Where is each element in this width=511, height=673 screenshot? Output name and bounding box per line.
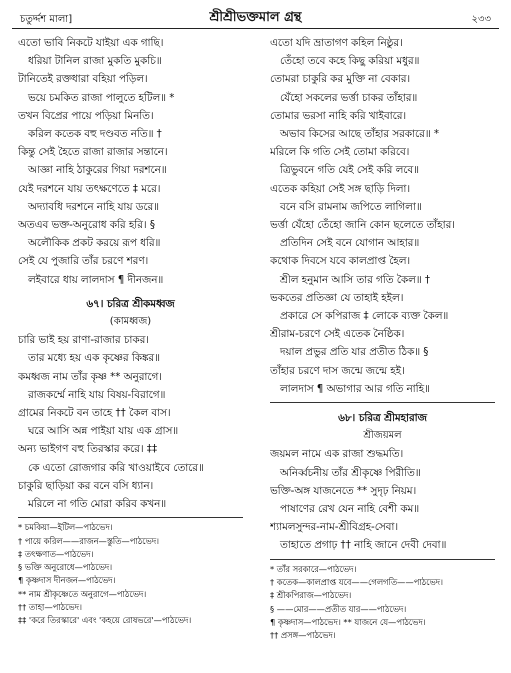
footnote-divider [18,517,243,518]
footnote-line: ‡ তৎক্ষণাত—পাঠভেদ। [18,548,94,559]
verse-line: এতেক কহিয়া সেই সঙ্গ ছাড়ি দিলা। [270,182,411,195]
chapter-heading [18,295,243,331]
verse-line: করিল কতেক বহু দণ্ডবত নতি॥ † [28,128,162,141]
verse-line: পাষাণের রেখ যেন নাহি বেশী কম॥ [280,503,420,516]
verse-line: টানিতেই রক্তধারা বহিয়া পড়িল। [18,73,148,86]
verse-block [18,331,243,513]
verse-line: সেই যে পুজারি তাঁর চরণে শরণ। [18,255,149,268]
verse-line: অভাব কিসের আছে তাঁহার সরকারে॥ * [280,128,440,141]
footnote-line: * তাঁর সরকারে—পাঠভেদ। [270,563,357,574]
verse-block [270,445,495,554]
verse-line: এতো যদি ভ্রাতাগণ কহিল নিষ্ঠুর। [270,37,403,49]
verse-line: ধরিয়া টানিল রাজা মুকতি মুকচি॥ [28,55,162,68]
chapter-title: ৬৮। চরিত্র শ্রীমহারাজ [338,412,427,425]
verse-line: এতো ভাবি নিকটে যাইয়া এক গাছি। [18,37,164,49]
verse-line: ঘরে আসি অন্ন পাইয়া যায় এক গ্রাস॥ [28,425,179,438]
verse-line: তাঁহার চরণে দাস জন্মে জন্মে হই। [270,364,405,377]
verse-line: তোমার ভরসা নাহি করি খাইবারে। [270,109,407,122]
verse-line: প্রতিদিন সেই বনে যোগান আহার॥ [280,237,420,250]
verse-block [18,34,243,289]
verse-line: অতএব ভক্ত-অনুরোধ করি হরি। § [18,219,155,232]
verse-line: কিন্তু সেই হৈতে রাজা রাজার সন্তানে। [18,146,168,159]
chapter-heading [270,409,495,445]
footnote-divider [270,559,495,560]
verse-line: শ্রীরাম-চরণে সেই এতেক নৈষ্ঠিক। [270,328,405,341]
footnotes [18,521,243,627]
footnote-line: ‡ শ্রীকপিরাজ—পাঠভেদ। [270,590,352,601]
verse-line: তখন বিপ্রের পায়ে পড়িয়া মিনতি। [18,109,154,122]
chapter-title: ৬৭। চরিত্র শ্রীকমধ্বজ [86,297,175,310]
verse-line: লইবারে ধায় লালদাস ¶ দীনজন॥ [28,273,164,286]
verse-line: অনির্ব্বচনীয় তাঁর শ্রীকৃষ্ণে পিরীতি॥ [280,466,421,479]
footnote-line: ** নাম শ্রীকৃষ্ণেতে অনুরাগে—পাঠভেদ। [18,588,147,599]
footnote-line: †† তাহা—পাঠভেদ। [18,602,82,613]
verse-line: ভক্তি-অঙ্গ যাজনেতে ** সুদৃঢ় নিয়ম। [270,484,417,497]
footnotes [270,563,495,643]
footnote-line: † পায়ে করিল——রাজন—স্তুতি—পাঠভেদ। [18,535,160,546]
right-column [270,34,495,642]
verse-line: অদ্যাবধি দরশনে নাহি যায় ডরে॥ [28,200,159,213]
verse-line: শ্রীল হনুমান আসি তার গতি কৈল॥ † [280,273,430,286]
verse-line: ভয়ে চমকিত রাজা পালুতে হটিল॥ * [28,91,175,104]
page-number: ২৩৩ [471,14,491,25]
verse-line: কে এতো রোজগার করি খাওয়াইবে তোরে॥ [28,461,204,474]
footnote-line: § ভক্তি অনুরোধে—পাঠভেদ। [18,562,113,573]
verse-line: লালদাস ¶ অভাগার আর গতি নাহি॥ [280,382,430,395]
verse-line: প্রকারে সে কপিরাজ ‡ লোকে ব্যক্ত কৈল॥ [280,310,449,323]
chapter-subtitle: শ্রীজয়মল [363,430,402,442]
footnote-line: †† প্রসঙ্গ—পাঠভেদ। [270,630,336,641]
verse-line: কমধ্বজ নাম তাঁর কৃষ্ণ ** অনুরাগে। [18,370,162,383]
page-header [12,6,499,28]
verse-block [270,34,495,398]
left-column [18,34,243,628]
verse-line: যেই দরশনে যায় তৎক্ষণেতে ‡ মরে। [18,182,161,195]
running-head-title: শ্রীশ্রীভক্তমাল গ্রন্থ [209,10,302,25]
verse-line: মরিলে না গতি মোরা করিব কখন॥ [28,498,167,511]
verse-line: অন্য ভাইগণ বহু তিরস্কার করে। ‡‡ [18,443,158,456]
footnote-line: ¶ কৃষ্ণদাস দীনজন—পাঠভেদ। [18,575,116,586]
verse-line: চাকুরি ছাড়িয়া কর বনে বসি ধ্যান। [18,479,154,492]
verse-line: রাজকর্ম্মে নাহি যায় বিষয়-বিরাগে॥ [28,388,166,401]
verse-line: ভকতের প্রতিজ্ঞা যে তাহাই হইল। [270,291,404,304]
verse-line: শ্যামলসুন্দর-নাম-শ্রীবিগ্রহ-সেবা। [270,521,399,534]
verse-line: অলৌকিক প্রকট করয়ে রূপ ধরি॥ [28,237,161,250]
verse-line: চারি ভাই হয় রাণা-রাজার চাকর। [18,334,149,347]
section-divider [270,402,495,403]
running-head-left: চতুর্দ্দশ মালা] [20,14,73,25]
verse-line: ভর্ত্তা যেঁহো তেঁহো জানি কোন ছলেতে তাঁহার। [270,219,455,232]
chapter-subtitle: (কামধ্বজ) [109,316,152,328]
verse-line: বনে বসি রামনাম জপিতে লাগিলা॥ [280,200,422,213]
verse-line: মরিলে কি গতি সেই তোমা করিবে। [270,146,410,159]
verse-line: জয়মল নামে এক রাজা শুদ্ধমতি। [270,448,404,461]
footnote-line: † কতেক—কালপ্রাপ্ত যবে——গেলগতি——পাঠভেদ। [270,576,443,587]
verse-line: দয়াল প্রভুর প্রতি যার প্রতীত ঠিক॥ § [280,346,429,359]
verse-line: ত্রিভুবনে গতি যেই সেই করি লবে॥ [280,164,419,177]
verse-line: তেঁহো তবে কহে কিছু করিয়া মধুর॥ [280,55,420,68]
header-rule [12,28,499,29]
footnote-line: * চমকিয়া—ইটিল—পাঠভেদ। [18,522,113,533]
footnote-line: § ——মোর——প্রতীত যার——পাঠভেদ। [270,603,407,614]
footnote-line: ¶ কৃষ্ণদাস—পাঠভেদ। ** যাজনে যে—পাঠভেদ। [270,616,426,627]
verse-line: তোমরা চাকুরি কর মুক্তি না বেকার। [270,73,411,86]
verse-line: তার মধ্যে হয় এক কৃষ্ণের কিঙ্কর॥ [28,352,160,365]
footnote-line: ‡‡ 'করে তিরস্কারে' এবং 'কহয়ে রোষভরে'—পাঠভেদ। [18,615,192,626]
verse-line: কথোক দিবসে যবে কালপ্রাপ্ত হৈল। [270,255,411,268]
verse-line: আজ্ঞা নাহি ঠাকুরের গিয়া দরশনে॥ [28,164,167,177]
verse-line: তাহাতে প্রগাঢ় †† নাহি জানে দেবী দেবা॥ [280,539,447,552]
verse-line: যেঁহো সকলের ভর্ত্তা চাকর তাঁহার॥ [280,91,418,104]
verse-line: গ্রামের নিকটে বন তাহে †† কৈল বাস। [18,407,171,420]
